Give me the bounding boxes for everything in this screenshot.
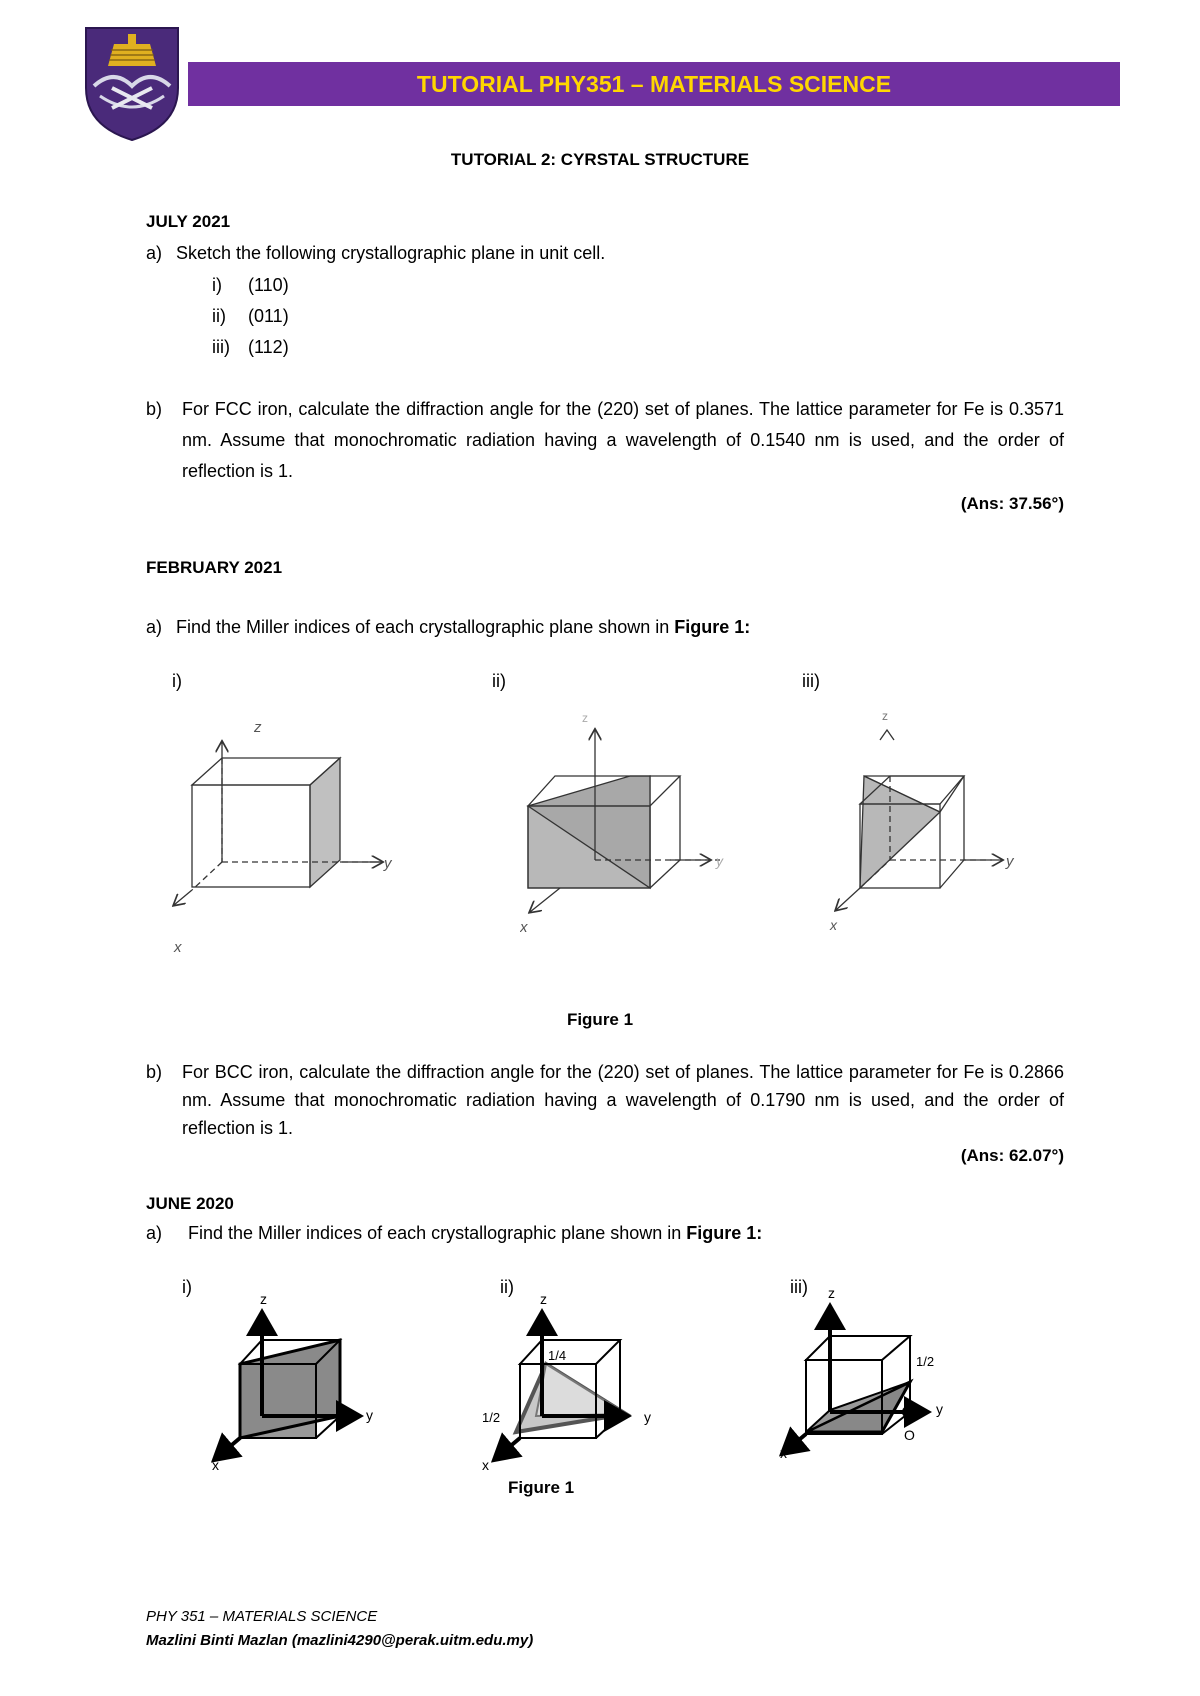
x-axis-label: x <box>482 1457 489 1472</box>
x-axis-label: x <box>520 919 528 936</box>
origin-label: O <box>904 1427 915 1443</box>
item-plane-iii: (112) <box>248 337 289 357</box>
item-num-i: i) <box>212 275 222 295</box>
origin-point <box>902 1406 914 1418</box>
figure-label-i: i) <box>182 1277 192 1297</box>
z-axis-label: z <box>828 1285 835 1301</box>
answer-b: (Ans: 37.56°) <box>960 494 1064 513</box>
z-axis-label: z <box>582 711 588 725</box>
cube-diagram-ii <box>480 1292 670 1472</box>
y-axis-label: y <box>716 853 723 869</box>
x-axis-label: x <box>212 1457 219 1472</box>
question-b-label: b) <box>146 399 163 419</box>
x-axis-label: x <box>780 1445 787 1461</box>
section-heading-feb-2021: FEBRUARY 2021 <box>146 558 283 577</box>
y-axis-label: y <box>366 1407 373 1423</box>
question-a-label: a) <box>146 617 163 637</box>
figure-label-ii: ii) <box>492 671 506 691</box>
item-plane-i: (110) <box>248 275 289 295</box>
figure-label-iii: iii) <box>790 1277 808 1297</box>
question-a-label: a) <box>146 1223 163 1243</box>
figure-label-iii: iii) <box>802 671 820 691</box>
banner-title: TUTORIAL PHY351 – MATERIALS SCIENCE <box>416 71 892 97</box>
tutorial-title: TUTORIAL 2: CYRSTAL STRUCTURE <box>450 150 750 169</box>
item-num-iii: iii) <box>212 337 230 357</box>
item-num-ii: ii) <box>212 306 226 326</box>
figure-label-i: i) <box>172 671 182 691</box>
question-b-text: For FCC iron, calculate the diffraction angle for the (220) set of planes. The lattice parameter for Fe is 0.3571 nm. Assume that monochromatic radiation having a wavelength of 0.1540 nm is used, and the order of reflection is 1. <box>182 399 1064 481</box>
z-axis-label: z <box>882 709 888 723</box>
cube-diagram-i <box>170 700 420 960</box>
question-a-text: Sketch the following crystallographic plane in unit cell. <box>176 243 606 263</box>
y-axis-label: y <box>1006 853 1014 870</box>
y-axis-label: y <box>644 1409 651 1425</box>
question-b-label: b) <box>146 1062 163 1082</box>
quarter-annotation: 1/4 <box>548 1348 567 1363</box>
answer-b: (Ans: 62.07°) <box>960 1146 1064 1165</box>
cube-diagram-iii <box>770 1282 970 1462</box>
university-crest-logo <box>84 26 180 142</box>
z-axis-label: z <box>254 719 262 736</box>
item-plane-ii: (011) <box>248 306 289 326</box>
question-a-text: Find the Miller indices of each crystallographic plane shown in Figure 1: <box>176 617 751 637</box>
half-annotation: 1/2 <box>916 1354 935 1369</box>
section-heading-july-2021: JULY 2021 <box>146 212 231 231</box>
x-axis-label: x <box>174 939 182 956</box>
z-axis-label: z <box>260 1292 267 1307</box>
figure-label-ii: ii) <box>500 1277 514 1297</box>
y-axis-label: y <box>936 1401 943 1417</box>
question-a-label: a) <box>146 243 163 263</box>
y-axis-label: y <box>384 855 392 872</box>
section-heading-june-2020: JUNE 2020 <box>146 1194 234 1213</box>
cube-diagram-ii <box>520 700 760 940</box>
cube-diagram-iii <box>820 700 1040 940</box>
cube-diagram-i <box>200 1292 410 1472</box>
half-annotation: 1/2 <box>482 1410 501 1425</box>
figure-caption: Figure 1 <box>508 1478 575 1497</box>
footer-author: Mazlini Binti Mazlan (mazlini4290@perak.uitm.edu.my) <box>146 1632 534 1649</box>
footer-course: PHY 351 – MATERIALS SCIENCE <box>146 1608 378 1625</box>
figure-caption: Figure 1 <box>566 1010 634 1029</box>
question-b-text: For BCC iron, calculate the diffraction angle for the (220) set of planes. The lattice parameter for Fe is 0.2866 nm. Assume that monochromatic radiation having a wavelength of 0.1790 nm is used, and the order of reflection is 1. <box>182 1062 1064 1138</box>
z-axis-label: z <box>540 1292 547 1307</box>
question-a-text: Find the Miller indices of each crystallographic plane shown in Figure 1: <box>188 1223 763 1243</box>
x-axis-label: x <box>830 917 837 933</box>
